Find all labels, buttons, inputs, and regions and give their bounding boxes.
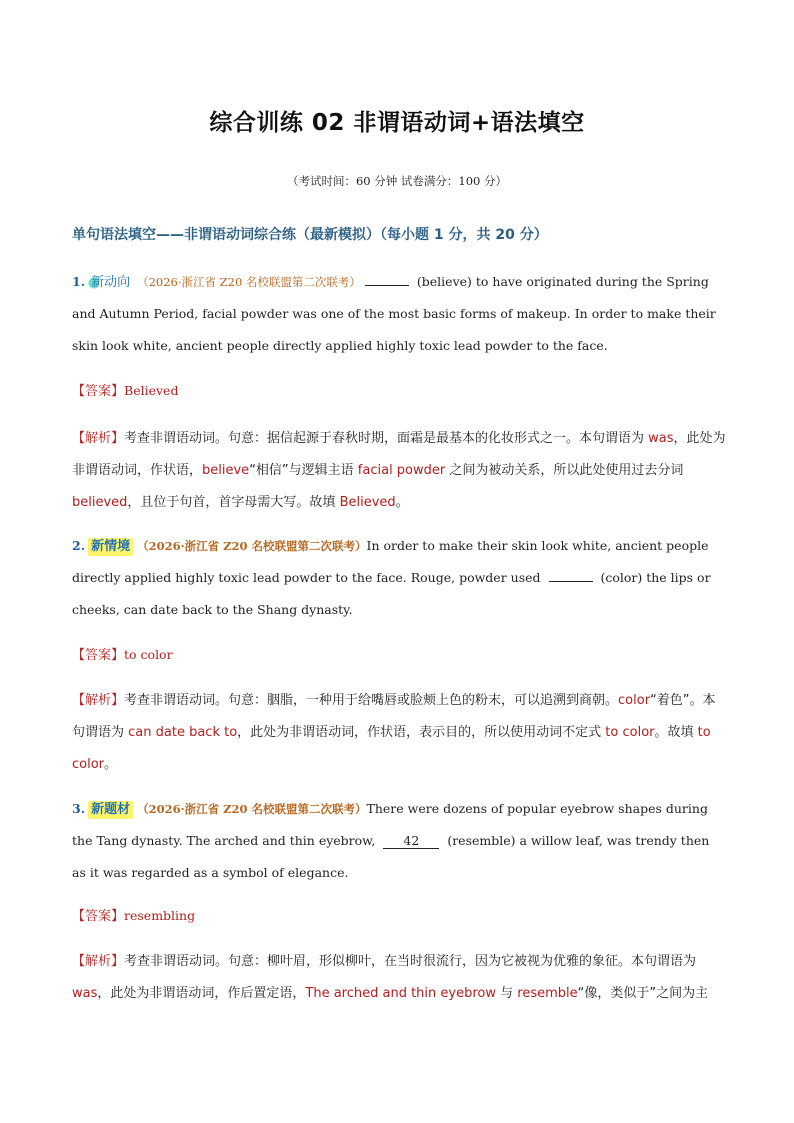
- analysis-term: believe: [202, 463, 250, 478]
- answer-label: 【答案】: [72, 384, 125, 399]
- analysis-3: [72, 946, 727, 1010]
- question-number: 3.: [72, 801, 86, 816]
- analysis-term: resemble: [517, 986, 578, 1001]
- analysis-text: 之间为被动关系，所以此处使用过去分词: [445, 463, 684, 478]
- question-source: （2026·浙江省 Z20 名校联盟第二次联考）: [137, 275, 361, 289]
- answer-blank: [365, 271, 409, 286]
- analysis-term: facial powder: [357, 463, 446, 478]
- question-tag: 新题材: [88, 801, 133, 819]
- answer-blank: 42: [383, 834, 439, 849]
- question-source: （2026·浙江省 Z20 名校联盟第二次联考）: [137, 539, 367, 553]
- analysis-text: 。故填: [654, 725, 698, 740]
- analysis-term: was: [648, 431, 674, 446]
- question-number: 2.: [72, 538, 86, 553]
- answer-2: [72, 639, 727, 672]
- question-source: （2026·浙江省 Z20 名校联盟第二次联考）: [137, 802, 367, 816]
- question-text: (color) the lips or cheeks, can date back to the Shang dynasty.: [72, 570, 711, 617]
- analysis-term: was: [72, 986, 98, 1001]
- analysis-text: “像，类似于”之间为主: [577, 986, 709, 1001]
- analysis-term: can date back to: [128, 725, 238, 740]
- analysis-label: 【解析】: [72, 431, 125, 446]
- analysis-text: 考查非谓语动词。句意：柳叶眉，形似柳叶，在当时很流行，因为它被视为优雅的象征。本句谓语为: [124, 954, 697, 969]
- question-number: 1.: [72, 274, 86, 289]
- question-tag: 新情境: [88, 538, 133, 556]
- answer-label: 【答案】: [72, 909, 125, 924]
- answer-value: Believed: [124, 383, 179, 398]
- analysis-term: believed: [72, 495, 128, 510]
- question-text: In order to make their skin look white, ancient people directly applied highly toxic lead powder to the face. Rouge, powder used: [72, 538, 709, 585]
- analysis-text: ，此处为非谓语动词，作状语，表示目的，所以使用动词不定式: [237, 725, 606, 740]
- analysis-text: ，此处为非谓语动词，作后置定语，: [97, 986, 306, 1001]
- question-3: [72, 793, 727, 889]
- analysis-text: 考查非谓语动词。句意：胭脂，一种用于给嘴唇或脸颊上色的粉末，可以追溯到商朝。: [124, 693, 619, 708]
- analysis-term: The arched and thin eyebrow: [305, 986, 496, 1001]
- analysis-text: ，且位于句首，首字母需大写。故填: [127, 495, 340, 510]
- page-title: 综合训练 02 非谓语动词+语法填空: [209, 110, 585, 136]
- analysis-term: to color: [72, 725, 711, 772]
- answer-1: [72, 375, 727, 408]
- analysis-text: 。: [104, 757, 118, 772]
- analysis-term: color: [618, 693, 651, 708]
- analysis-text: 考查非谓语动词。句意：据信起源于春秋时期，面霜是最基本的化妆形式之一。本句谓语为: [124, 431, 649, 446]
- question-2: [72, 530, 727, 626]
- analysis-term: to color: [605, 725, 655, 740]
- answer-value: to color: [124, 647, 173, 662]
- analysis-text: “相信”与逻辑主语: [249, 463, 358, 478]
- question-1: [72, 266, 727, 362]
- analysis-2: [72, 685, 727, 781]
- analysis-1: [72, 423, 727, 519]
- question-tag: 新动向: [88, 274, 133, 292]
- analysis-text: “着色”。本句谓语为: [72, 693, 716, 740]
- question-text: There were dozens of popular eyebrow shapes during the Tang dynasty. The arched and thin eyebrow,: [72, 801, 708, 848]
- exam-info: （考试时间：60 分钟 试卷满分：100 分）: [286, 174, 508, 188]
- analysis-label: 【解析】: [72, 954, 125, 969]
- analysis-text: 与: [496, 986, 518, 1001]
- analysis-term: Believed: [339, 495, 396, 510]
- answer-3: [72, 900, 727, 933]
- question-text: (believe) to have originated during the Spring and Autumn Period, facial powder was one of the most basic forms of makeup. In order to make their skin look white, ancient people directly applied highly toxic lead powder to the face.: [72, 274, 716, 353]
- answer-label: 【答案】: [72, 648, 125, 663]
- analysis-label: 【解析】: [72, 693, 125, 708]
- section-heading: 单句语法填空——非谓语动词综合练（最新模拟）（每小题 1 分，共 20 分）: [72, 227, 548, 243]
- analysis-text: ，此处为非谓语动词，作状语，: [72, 431, 726, 478]
- answer-blank: [549, 567, 593, 582]
- analysis-text: 。: [395, 495, 409, 510]
- answer-value: resembling: [124, 908, 196, 923]
- question-text: (resemble) a willow leaf, was trendy then as it was regarded as a symbol of elegance.: [72, 833, 710, 880]
